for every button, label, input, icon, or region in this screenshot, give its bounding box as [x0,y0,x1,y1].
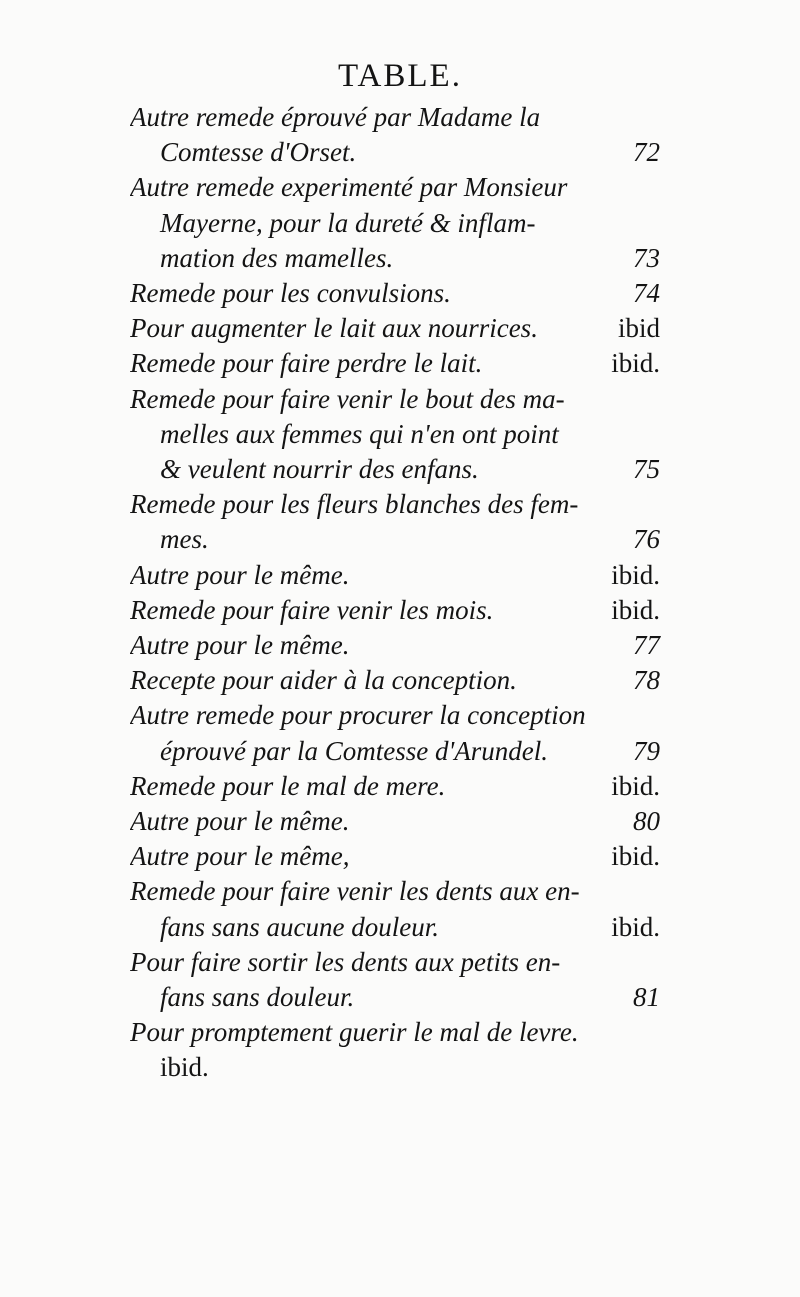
entry-line: fans sans aucune douleur. [160,911,439,942]
page-number: 81 [633,982,660,1013]
page-number: 77 [633,630,660,661]
entry-line: Autre remede experimenté par Monsieur [130,172,568,203]
entry-line: mes. [160,524,209,555]
entry-line: Autre pour le même. [130,806,350,837]
entry-line: Autre pour le même. [130,630,350,661]
page-number: 80 [633,806,660,837]
entry-line: Comtesse d'Orset. [160,137,357,168]
entry-line: Autre remede pour procurer la conception [130,700,586,731]
toc-entry [130,1015,660,1085]
entry-line: & veulent nourrir des enfans. [160,454,479,485]
page-number: 79 [633,735,660,766]
page-number: 76 [633,524,660,555]
page-number: ibid [617,313,660,344]
page-number: 73 [633,242,660,273]
page-number: 72 [633,137,660,168]
entry-line: mation des mamelles. [160,242,394,273]
entry-line: Autre remede éprouvé par Madame la [130,102,541,132]
toc-entry [130,487,660,557]
toc-entry [130,628,660,663]
page-number: ibid. [611,841,660,872]
toc-entry [130,804,660,839]
toc-entry [130,593,660,628]
page-number: ibid. [611,770,660,801]
toc-entry [130,945,660,1015]
entry-line: ibid. [160,1052,209,1083]
entry-line: Recepte pour aider à la conception. [130,665,517,696]
entry-line: Autre pour le même. [130,559,350,590]
entry-line: Remede pour les fleurs blanches des fem- [130,489,579,520]
entry-line: éprouvé par la Comtesse d'Arundel. [160,735,548,766]
toc-entry [130,311,660,346]
toc-entry [130,346,660,381]
page-number: ibid. [611,594,660,625]
toc-entry [130,839,660,874]
page-number: ibid. [611,559,660,590]
page-number: 78 [633,665,660,696]
toc-entry [130,769,660,804]
entry-line: fans sans douleur. [160,982,355,1013]
entry-line: Remede pour faire perdre le lait. [130,348,483,379]
entry-line: Mayerne, pour la dureté & inflam- [160,207,536,238]
page-number: 74 [633,278,660,309]
toc-entry [130,874,660,944]
toc-entry [130,558,660,593]
toc-entry [130,698,660,768]
toc-entry [130,663,660,698]
toc-entry [130,100,660,170]
entry-line: Remede pour le mal de mere. [130,770,446,801]
entry-line: Remede pour faire venir le bout des ma- [130,383,565,414]
entry-line: Pour promptement guerir le mal de levre. [130,1017,579,1048]
entry-line: melles aux femmes qui n'en ont point [160,418,559,449]
entry-line: Autre pour le même, [130,841,350,872]
table-of-contents [130,100,660,1086]
toc-entry [130,170,660,276]
toc-entry [130,276,660,311]
page-number: ibid. [611,911,660,942]
page-title: TABLE. [338,58,462,94]
entry-line: Remede pour faire venir les dents aux en- [130,876,580,907]
page-number: ibid. [611,348,660,379]
entry-line: Pour faire sortir les dents aux petits en- [130,946,561,977]
page-number: 75 [633,454,660,485]
toc-entry [130,382,660,488]
entry-line: Pour augmenter le lait aux nourrices. [130,313,538,344]
entry-line: Remede pour les convulsions. [130,278,451,309]
entry-line: Remede pour faire venir les mois. [130,594,494,625]
